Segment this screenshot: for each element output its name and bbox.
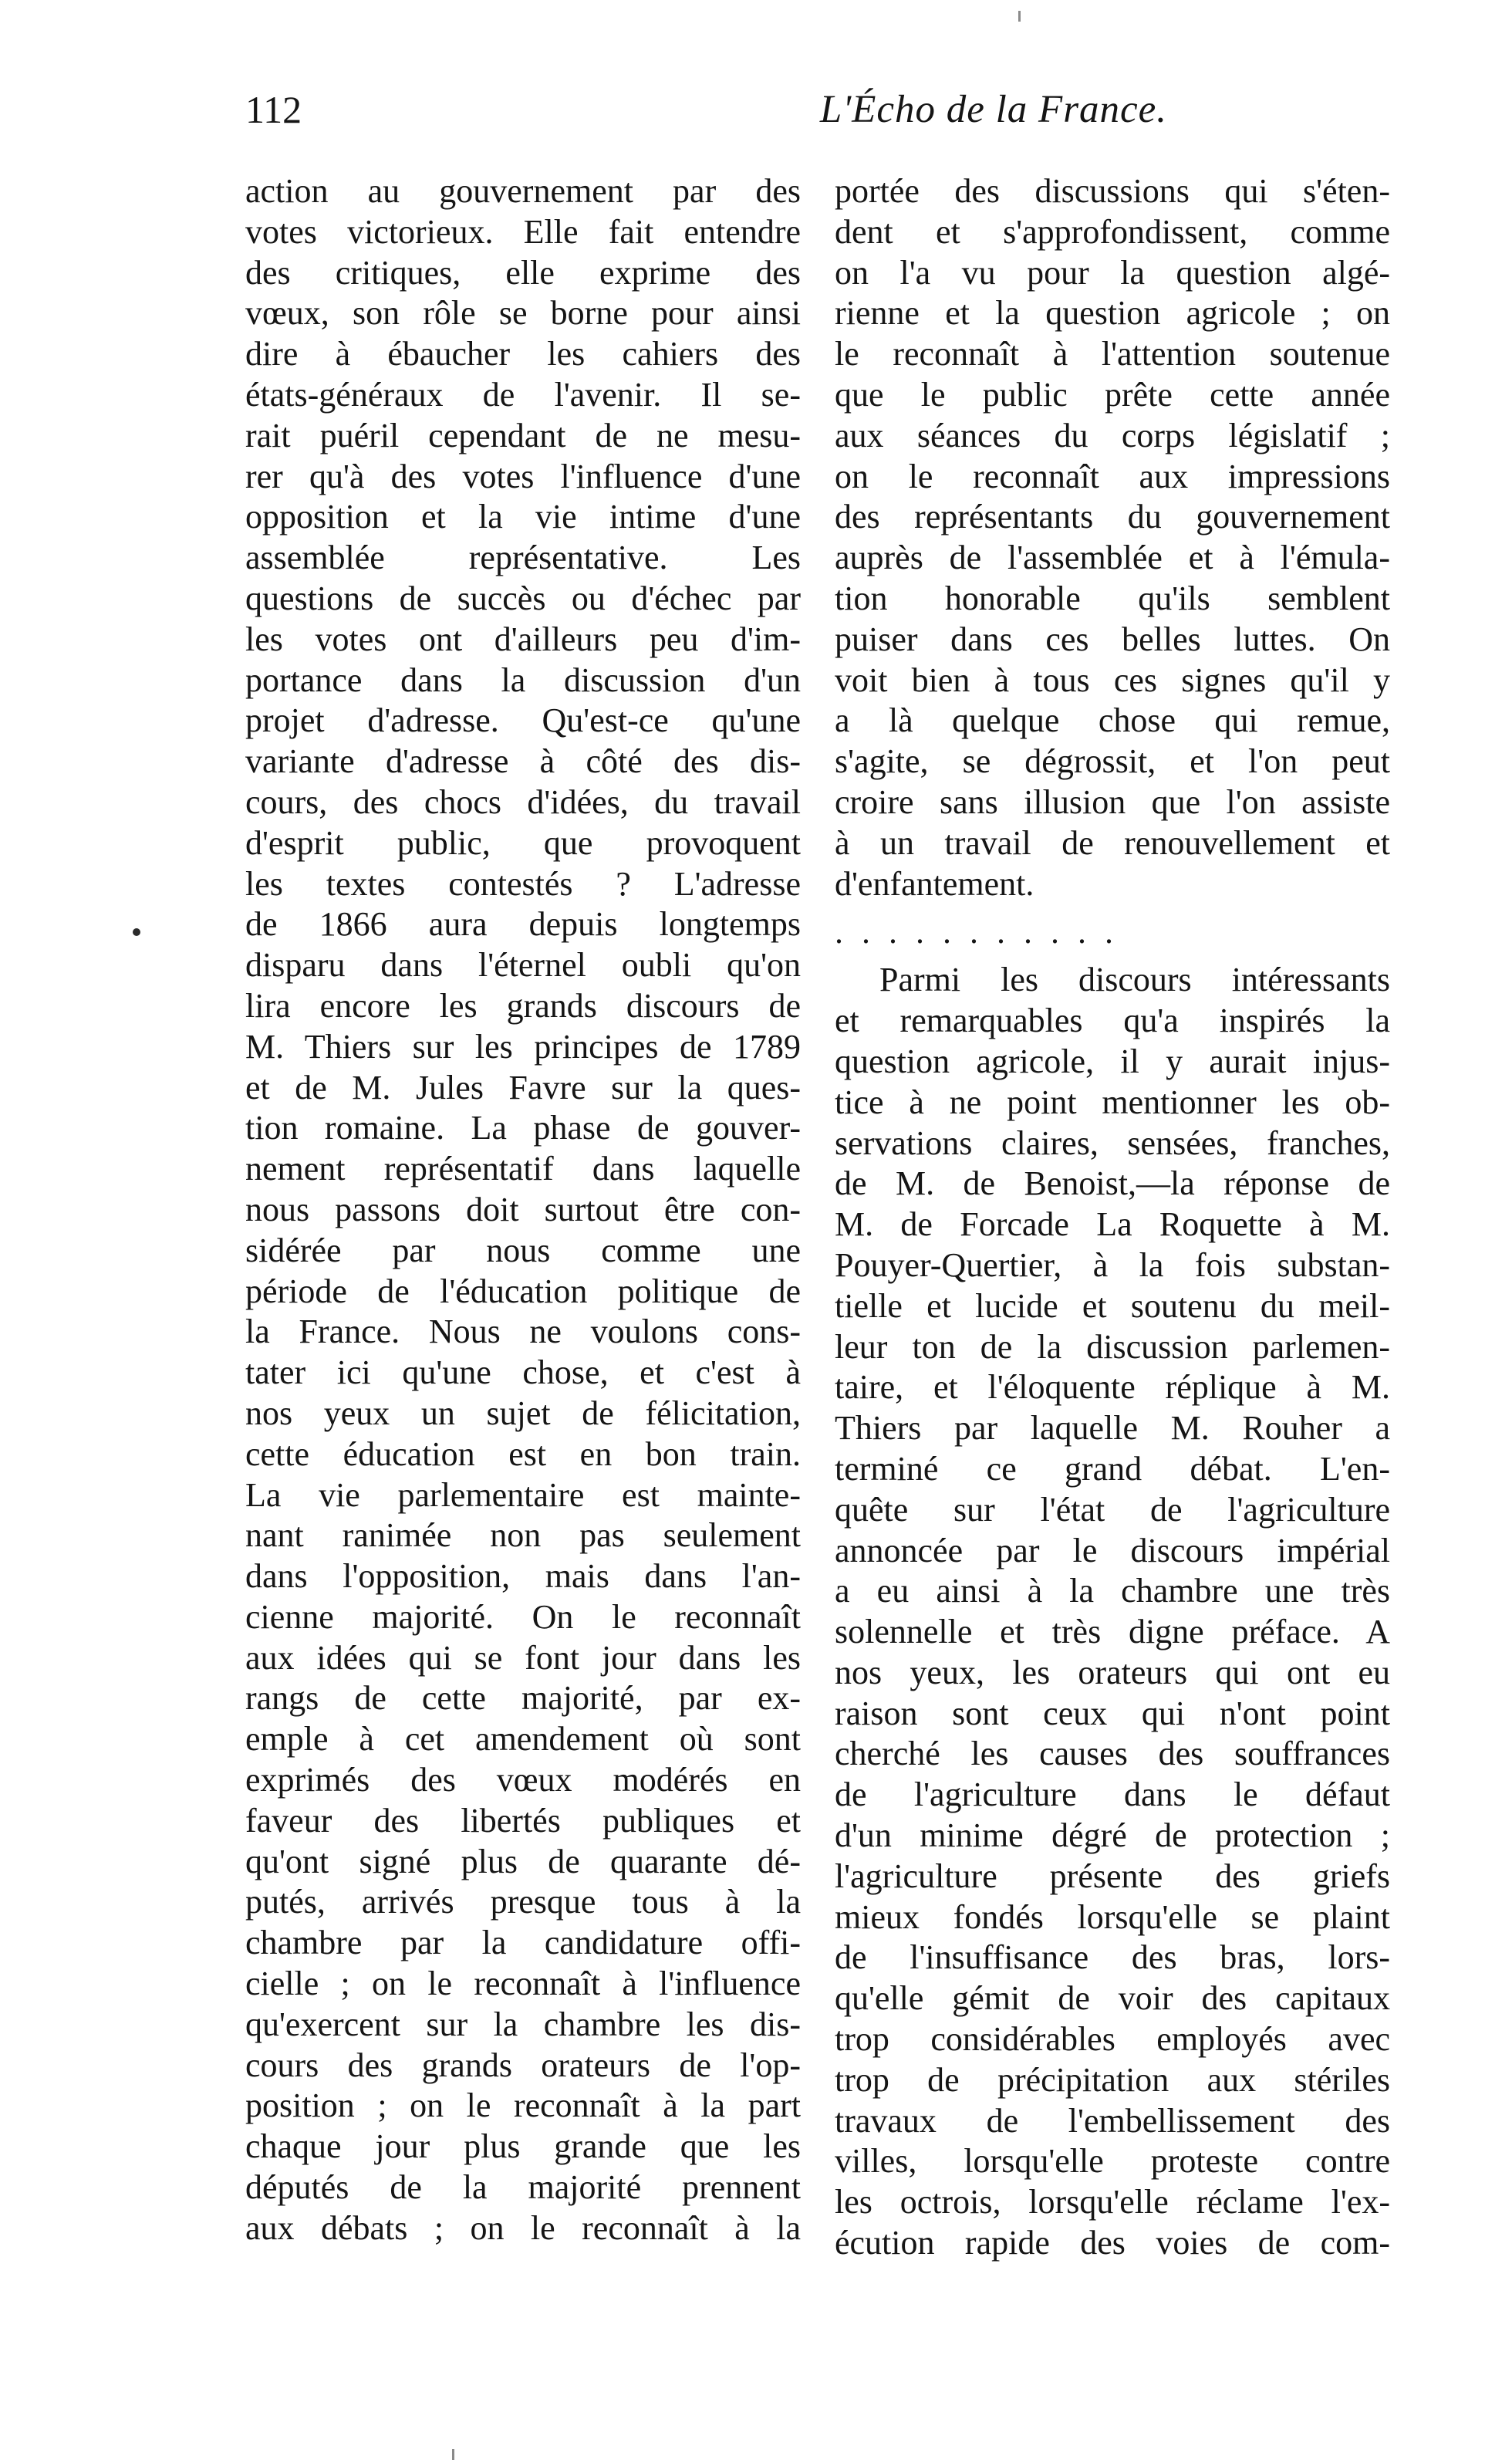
text-line: Pouyer-Quertier, à la fois substan- bbox=[835, 1245, 1390, 1284]
text-line: raison sont ceux qui n'ont point bbox=[835, 1694, 1390, 1732]
margin-speck bbox=[133, 928, 140, 936]
text-line: les textes contestés ? L'adresse bbox=[245, 864, 801, 903]
text-line: la France. Nous ne voulons cons- bbox=[245, 1313, 801, 1351]
text-line: Thiers par laquelle M. Rouher a bbox=[835, 1409, 1390, 1448]
text-line: La vie parlementaire est mainte- bbox=[245, 1475, 801, 1514]
paragraph-agricultural-question bbox=[835, 960, 1390, 2264]
text-line: dent et s'approfondissent, comme bbox=[835, 212, 1390, 251]
text-line: tice à ne point mentionner les ob- bbox=[835, 1083, 1390, 1121]
text-line: états-généraux de l'avenir. Il se- bbox=[245, 375, 801, 414]
text-line: les votes ont d'ailleurs peu d'im- bbox=[245, 620, 801, 658]
text-line: on le reconnaît aux impressions bbox=[835, 457, 1390, 495]
text-line: villes, lorsqu'elle proteste contre bbox=[835, 2142, 1390, 2181]
text-line: cours, des chocs d'idées, du travail bbox=[245, 782, 801, 821]
text-line: exprimés des vœux modérés en bbox=[245, 1761, 801, 1799]
text-line: vœux, son rôle se borne pour ainsi bbox=[245, 294, 801, 333]
text-line: voit bien à tous ces signes qu'il y bbox=[835, 661, 1390, 699]
text-line: d'enfantement. bbox=[835, 864, 1034, 903]
text-line: aux débats ; on le reconnaît à la bbox=[245, 2208, 801, 2247]
text-line: des critiques, elle exprime des bbox=[245, 253, 801, 292]
text-line: emple à cet amendement où sont bbox=[245, 1720, 801, 1759]
text-line: action au gouvernement par des bbox=[245, 172, 801, 210]
text-line: nement représentatif dans laquelle bbox=[245, 1150, 801, 1188]
text-line: chambre par la candidature offi- bbox=[245, 1924, 801, 1962]
text-line: qu'ont signé plus de quarante dé- bbox=[245, 1842, 801, 1880]
running-title: L'Écho de la France. bbox=[819, 88, 1168, 131]
text-line: cienne majorité. On le reconnaît bbox=[245, 1597, 801, 1636]
text-line: nous passons doit surtout être con- bbox=[245, 1190, 801, 1228]
text-line: sidérée par nous comme une bbox=[245, 1231, 801, 1269]
text-line: aux séances du corps législatif ; bbox=[835, 416, 1390, 454]
text-line: aux idées qui se font jour dans les bbox=[245, 1638, 801, 1677]
text-line: M. Thiers sur les principes de 1789 bbox=[245, 1027, 801, 1066]
text-line: quête sur l'état de l'agriculture bbox=[835, 1490, 1390, 1529]
text-line: tielle et lucide et soutenu du meil- bbox=[835, 1286, 1390, 1325]
text-line: auprès de l'assemblée et à l'émula- bbox=[835, 539, 1390, 577]
text-line: et remarquables qu'a inspirés la bbox=[835, 1002, 1390, 1040]
text-line: d'un minime dégré de protection ; bbox=[835, 1816, 1390, 1855]
text-line: questions de succès ou d'échec par bbox=[245, 579, 801, 617]
text-line: période de l'éducation politique de bbox=[245, 1272, 801, 1310]
text-line: de l'insuffisance des bras, lors- bbox=[835, 1938, 1390, 1977]
text-line: rangs de cette majorité, par ex- bbox=[245, 1679, 801, 1718]
text-line: trop considérables employés avec bbox=[835, 2020, 1390, 2059]
page-number: 112 bbox=[245, 88, 302, 131]
text-line: servations claires, sensées, franches, bbox=[835, 1123, 1390, 1162]
text-line: on l'a vu pour la question algé- bbox=[835, 253, 1390, 292]
text-line: puiser dans ces belles luttes. On bbox=[835, 620, 1390, 658]
text-line: putés, arrivés presque tous à la bbox=[245, 1883, 801, 1921]
text-line: et de M. Jules Favre sur la ques- bbox=[245, 1068, 801, 1106]
ellipsis-separator: ........... bbox=[835, 913, 1132, 951]
text-line: faveur des libertés publiques et bbox=[245, 1801, 801, 1840]
text-line: position ; on le reconnaît à la part bbox=[245, 2086, 801, 2125]
text-line: des représentants du gouvernement bbox=[835, 498, 1390, 536]
paragraph-continuation bbox=[835, 171, 1390, 904]
text-line: qu'exercent sur la chambre les dis- bbox=[245, 2005, 801, 2043]
text-line: portée des discussions qui s'éten- bbox=[835, 172, 1390, 210]
text-line: nos yeux un sujet de félicitation, bbox=[245, 1394, 801, 1432]
text-line: nos yeux, les orateurs qui ont eu bbox=[835, 1653, 1390, 1691]
text-line: chaque jour plus grande que les bbox=[245, 2127, 801, 2166]
text-line: le reconnaît à l'attention soutenue bbox=[835, 335, 1390, 373]
text-line: portance dans la discussion d'un bbox=[245, 661, 801, 699]
margin-speck bbox=[1018, 11, 1021, 22]
margin-speck bbox=[452, 2449, 454, 2460]
text-line: tion romaine. La phase de gouver- bbox=[245, 1109, 801, 1147]
text-line: à un travail de renouvellement et bbox=[835, 823, 1390, 862]
text-line: s'agite, se dégrossit, et l'on peut bbox=[835, 742, 1390, 781]
right-column bbox=[835, 171, 1390, 2264]
text-line: disparu dans l'éternel oubli qu'on bbox=[245, 946, 801, 985]
text-line: variante d'adresse à côté des dis- bbox=[245, 742, 801, 781]
text-line: assemblée représentative. Les bbox=[245, 539, 801, 577]
text-line: cours des grands orateurs de l'op- bbox=[245, 2046, 801, 2084]
text-line: députés de la majorité prennent bbox=[245, 2168, 801, 2207]
text-line: annoncée par le discours impérial bbox=[835, 1531, 1390, 1569]
text-line: travaux de l'embellissement des bbox=[835, 2101, 1390, 2140]
text-line: d'esprit public, que provoquent bbox=[245, 823, 801, 862]
text-line: lira encore les grands discours de bbox=[245, 986, 801, 1025]
text-line: Parmi les discours intéressants bbox=[879, 961, 1390, 999]
text-line: l'agriculture présente des griefs bbox=[835, 1857, 1390, 1895]
left-column bbox=[245, 171, 801, 2249]
text-line: de l'agriculture dans le défaut bbox=[835, 1775, 1390, 1814]
text-line: rienne et la question agricole ; on bbox=[835, 294, 1390, 333]
text-line: tater ici qu'une chose, et c'est à bbox=[245, 1353, 801, 1392]
text-line: trop de précipitation aux stériles bbox=[835, 2060, 1390, 2099]
text-line: terminé ce grand débat. L'en- bbox=[835, 1449, 1390, 1488]
text-line: qu'elle gémit de voir des capitaux bbox=[835, 1979, 1390, 2018]
text-line: les octrois, lorsqu'elle réclame l'ex- bbox=[835, 2183, 1390, 2221]
text-line: tion honorable qu'ils semblent bbox=[835, 579, 1390, 617]
text-line: cielle ; on le reconnaît à l'influence bbox=[245, 1965, 801, 2003]
text-line: question agricole, il y aurait injus- bbox=[835, 1042, 1390, 1080]
text-line: a eu ainsi à la chambre une très bbox=[835, 1572, 1390, 1610]
text-line: solennelle et très digne préface. A bbox=[835, 1613, 1390, 1651]
running-head bbox=[245, 86, 1407, 148]
text-line: opposition et la vie intime d'une bbox=[245, 498, 801, 536]
text-line: de M. de Benoist,—la réponse de bbox=[835, 1164, 1390, 1203]
text-line: écution rapide des voies de com- bbox=[835, 2224, 1390, 2262]
text-line: taire, et l'éloquente réplique à M. bbox=[835, 1368, 1390, 1407]
text-line: rait puéril cependant de ne mesu- bbox=[245, 416, 801, 454]
text-line: projet d'adresse. Qu'est-ce qu'une bbox=[245, 701, 801, 740]
text-line: cherché les causes des souffrances bbox=[835, 1735, 1390, 1773]
text-line: croire sans illusion que l'on assiste bbox=[835, 782, 1390, 821]
text-line: a là quelque chose qui remue, bbox=[835, 701, 1390, 740]
text-line: dans l'opposition, mais dans l'an- bbox=[245, 1557, 801, 1596]
text-line: cette éducation est en bon train. bbox=[245, 1434, 801, 1473]
text-line: leur ton de la discussion parlemen- bbox=[835, 1327, 1390, 1366]
text-line: nant ranimée non pas seulement bbox=[245, 1516, 801, 1555]
text-line: M. de Forcade La Roquette à M. bbox=[835, 1205, 1390, 1244]
text-line: votes victorieux. Elle fait entendre bbox=[245, 212, 801, 251]
text-line: rer qu'à des votes l'influence d'une bbox=[245, 457, 801, 495]
text-line: mieux fondés lorsqu'elle se plaint bbox=[835, 1897, 1390, 1936]
text-line: dire à ébaucher les cahiers des bbox=[245, 335, 801, 373]
text-line: de 1866 aura depuis longtemps bbox=[245, 905, 801, 944]
text-line: que le public prête cette année bbox=[835, 375, 1390, 414]
